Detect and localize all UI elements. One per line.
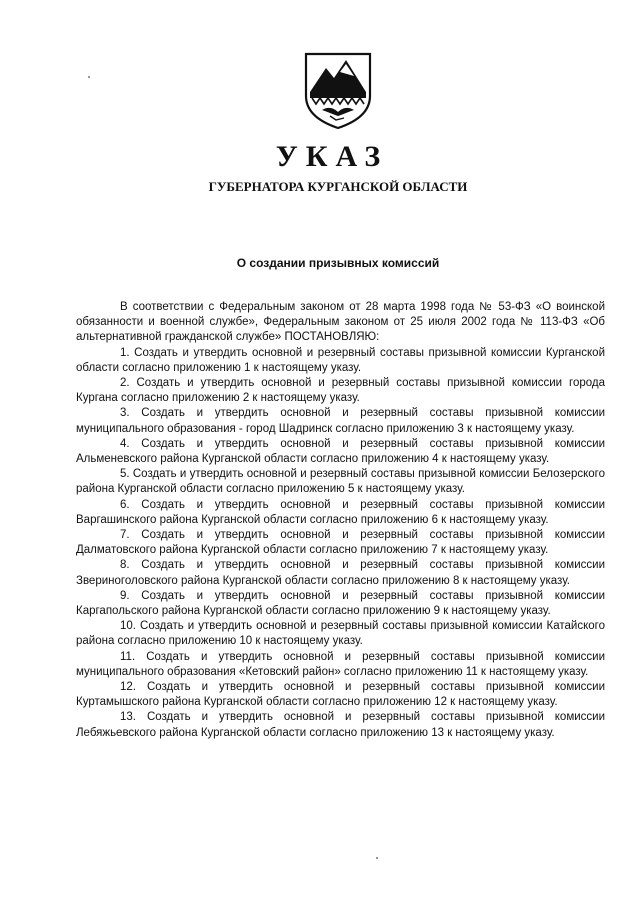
decree-item: 2. Создать и утвердить основной и резервный составы призывной комиссии города Кургана согласно приложению 2 к настоящему указу.: [76, 377, 605, 405]
document-title: УКАЗ: [275, 140, 389, 173]
decree-item: 11. Создать и утвердить основной и резервный составы призывной комиссии муниципального образования «Кетовский район» согласно приложению 11 к настоящему указу.: [76, 650, 605, 678]
scan-speck: [88, 76, 90, 78]
decree-item: 1. Создать и утвердить основной и резервный составы призывной комиссии Курганской области согласно приложению 1 к настоящему указу.: [76, 346, 605, 374]
document-subtitle: ГУБЕРНАТОРА КУРГАНСКОЙ ОБЛАСТИ: [208, 179, 468, 194]
decree-item: 8. Создать и утвердить основной и резервный составы призывной комиссии Звериноголовского района Курганской области согласно приложению 8 к настоящему указу.: [76, 559, 605, 587]
decree-item: 4. Создать и утвердить основной и резервный составы призывной комиссии Альменевского района Курганской области согласно приложению 4 к настоящему указу.: [76, 437, 605, 466]
coat-of-arms-emblem: [300, 50, 376, 130]
decree-item: 13. Создать и утвердить основной и резервный составы призывной комиссии Лебяжьевского района Курганской области согласно приложению 13 к настоящему указу.: [76, 711, 605, 739]
decree-item: 7. Создать и утвердить основной и резервный составы призывной комиссии Далматовского района Курганской области согласно приложению 7 к настоящему указу.: [76, 529, 605, 557]
intro-paragraph: В соответствии с Федеральным законом от 28 марта 1998 года № 53-ФЗ «О воинской обязанности и военной службе», Федеральным законом от 25 июля 2002 года № 113-ФЗ «Об альтернативной гражданской службе» ПОСТАНОВЛЯЮ:: [76, 301, 605, 344]
decree-item: 9. Создать и утвердить основной и резервный составы призывной комиссии Каргапольского района Курганской области согласно приложению 9 к настоящему указу.: [76, 589, 605, 618]
scan-speck: [376, 857, 378, 859]
decree-body: [76, 300, 605, 741]
decree-item: 5. Создать и утвердить основной и резервный составы призывной комиссии Белозерского района Курганской области согласно приложению 5 к настоящему указу.: [76, 468, 605, 496]
decree-item: 12. Создать и утвердить основной и резервный составы призывной комиссии Куртамышского района Курганской области согласно приложению 12 к настоящему указу.: [76, 681, 605, 709]
decree-item: 6. Создать и утвердить основной и резервный составы призывной комиссии Варгашинского района Курганской области согласно приложению 6 к настоящему указу.: [76, 498, 605, 526]
decree-heading: О создании призывных комиссий: [236, 256, 440, 270]
decree-item: 10. Создать и утвердить основной и резервный составы призывной комиссии Катайского района согласно приложению 10 к настоящему указу.: [76, 620, 605, 648]
decree-item: 3. Создать и утвердить основной и резервный составы призывной комиссии муниципального образования - город Шадринск согласно приложению 3 к настоящему указу.: [76, 407, 605, 435]
